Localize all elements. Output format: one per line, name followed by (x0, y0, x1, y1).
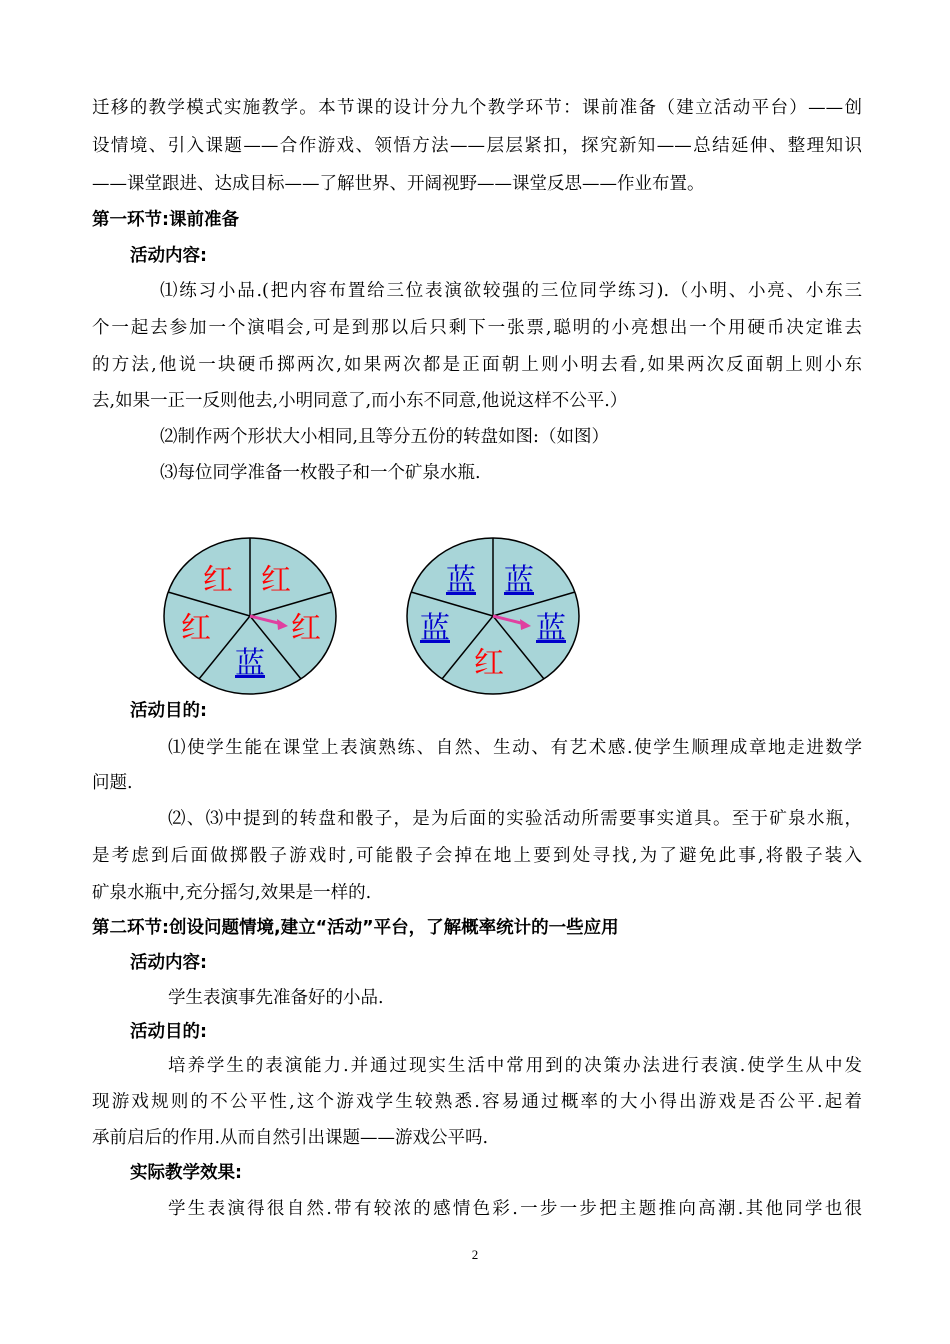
s1-item2: ⑵制作两个形状大小相同,且等分五份的转盘如图:（如图） (160, 427, 609, 447)
s1-goal2-line-1: ⑵、⑶中提到的转盘和骰子，是为后面的实验活动所需要事实道具。至于矿泉水瓶， (168, 809, 862, 829)
s2-goal-line-2: 现游戏规则的不公平性,这个游戏学生较熟悉.容易通过概率的大小得出游戏是否公平.起着 (92, 1092, 862, 1112)
sector-label: 蓝 (420, 611, 450, 646)
sector-label: 红 (291, 611, 321, 646)
s1-item1-line-2: 个一起去参加一个演唱会,可是到那以后只剩下一张票,聪明的小亮想出一个用硬币决定谁去 (92, 318, 862, 338)
s2-content: 学生表演事先准备好的小品. (168, 988, 384, 1008)
section1-heading: 第一环节:课前准备 (92, 210, 239, 230)
s1-goal2-line-3: 矿泉水瓶中,充分摇匀,效果是一样的. (92, 883, 372, 903)
s1-item1-line-3: 的方法,他说一块硬币掷两次,如果两次都是正面朝上则小明去看,如果两次反面朝上则小东 (92, 355, 862, 375)
sector-label: 蓝 (446, 563, 476, 598)
intro-line-3: ——课堂跟进、达成目标——了解世界、开阔视野——课堂反思——作业布置。 (92, 174, 705, 194)
s1-item3: ⑶每位同学准备一枚骰子和一个矿泉水瓶. (160, 463, 481, 483)
s1-item1-line-4: 去,如果一正一反则他去,小明同意了,而小东不同意,他说这样不公平.） (92, 391, 628, 411)
s2-goal-line-3: 承前启后的作用.从而自然引出课题——游戏公平吗. (92, 1128, 489, 1148)
sector-label: 蓝 (536, 611, 566, 646)
s2-goal-line-1: 培养学生的表演能力.并通过现实生活中常用到的决策办法进行表演.使学生从中发 (168, 1056, 862, 1076)
s2-activity-content-label: 活动内容: (130, 953, 207, 973)
spinner-right (403, 535, 583, 697)
intro-line-1: 迁移的教学模式实施教学。本节课的设计分九个教学环节：课前准备（建立活动平台）——创 (92, 98, 862, 118)
sector-label: 红 (203, 563, 233, 598)
sector-label: 红 (261, 563, 291, 598)
s1-goal1-line-1: ⑴使学生能在课堂上表演熟练、自然、生动、有艺术感.使学生顺理成章地走进数学 (168, 738, 862, 758)
sector-label: 红 (474, 646, 504, 681)
sector-label: 蓝 (504, 563, 534, 598)
s2-effect-line-1: 学生表演得很自然.带有较浓的感情色彩.一步一步把主题推向高潮.其他同学也很 (168, 1199, 862, 1219)
page-number: 2 (471, 1247, 479, 1262)
s1-goal1-line-2: 问题. (92, 773, 133, 793)
s1-item1-line-1: ⑴练习小品.(把内容布置给三位表演欲较强的三位同学练习).（小明、小亮、小东三 (160, 281, 862, 301)
s1-activity-content-label: 活动内容: (130, 246, 207, 266)
s1-activity-goal-label: 活动目的: (130, 701, 207, 721)
sector-label: 蓝 (235, 646, 265, 681)
s2-activity-goal-label: 活动目的: (130, 1022, 207, 1042)
sector-label: 红 (181, 611, 211, 646)
section2-heading: 第二环节:创设问题情境,建立“活动”平台，了解概率统计的一些应用 (92, 918, 619, 938)
intro-line-2: 设情境、引入课题——合作游戏、领悟方法——层层紧扣，探究新知——总结延伸、整理知识 (92, 136, 862, 156)
s2-effect-label: 实际教学效果: (130, 1163, 242, 1183)
spinner-left (160, 535, 340, 697)
s1-goal2-line-2: 是考虑到后面做掷骰子游戏时,可能骰子会掉在地上要到处寻找,为了避免此事,将骰子装入 (92, 846, 862, 866)
